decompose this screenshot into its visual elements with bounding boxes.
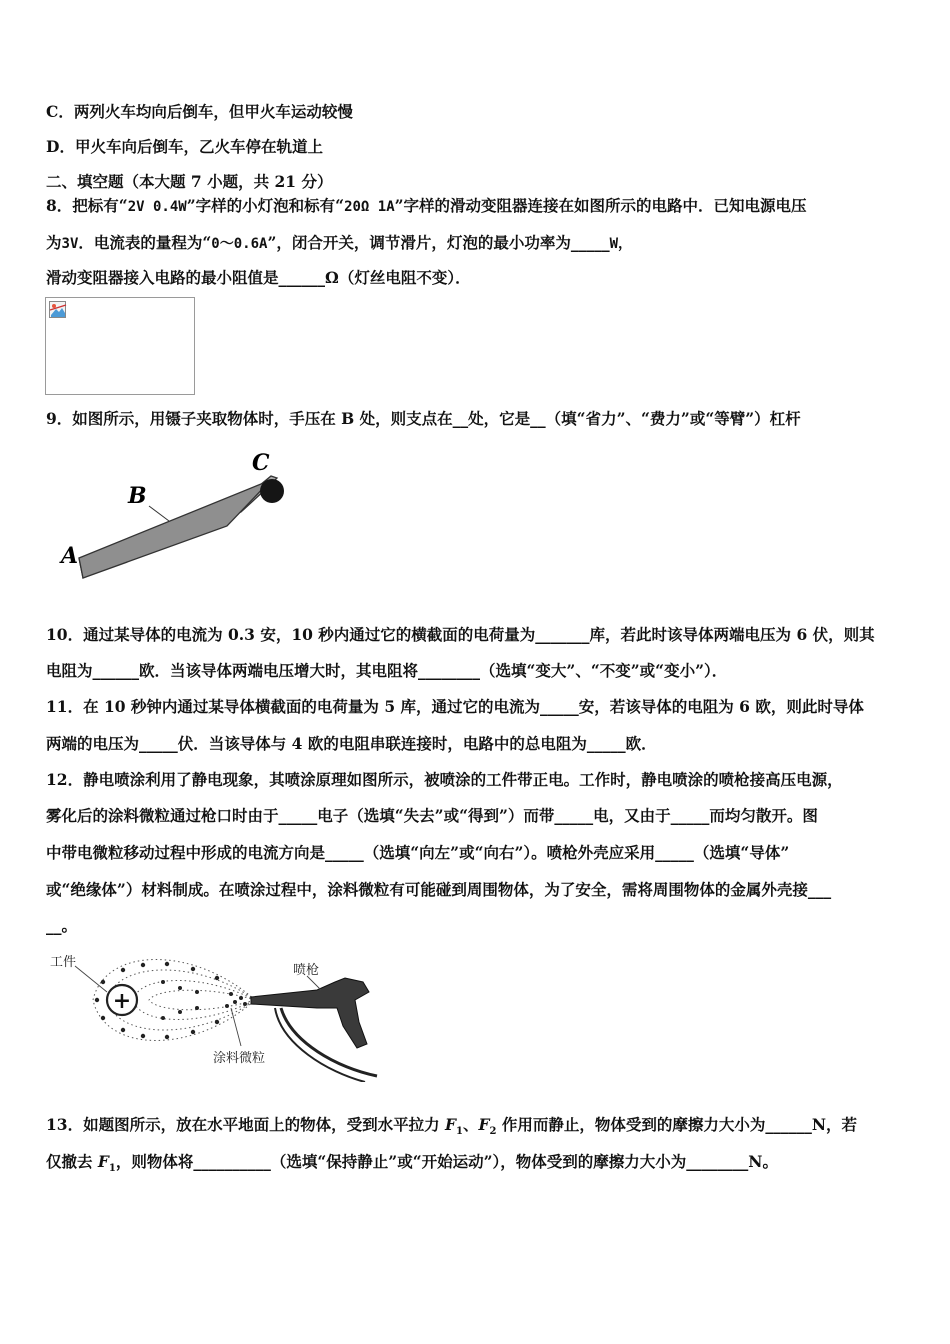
question-12-line-2: 雾化后的涂料微粒通过枪口时由于_____电子（选填“失去”或“得到”）而带_____电，又由于_____而均匀散开。图: [46, 806, 818, 825]
held-object: [260, 479, 284, 503]
point-b-label: B: [128, 483, 147, 509]
question-11-line-2: 两端的电压为_____伏．当该导体与 4 欧的电阻串联连接时，电路中的总电阻为_____欧．: [46, 734, 657, 753]
question-12-line-5: __。: [46, 916, 78, 935]
question-8-line-1: 8．把标有“2V 0.4W”字样的小灯泡和标有“20Ω 1A”字样的滑动变阻器连接在如图所示的电路中．已知电源电压: [46, 196, 807, 215]
gun-pointer: [307, 976, 321, 990]
gun-label: 喷枪: [293, 963, 320, 978]
spray-gun: [251, 978, 369, 1048]
question-13-line-1: 13．如题图所示，放在水平地面上的物体，受到水平拉力 $F_1$、$F_2$ 作用而静止，物体受到的摩擦力大小为______N，若: [46, 1115, 858, 1138]
option-d: D．甲火车向后倒车，乙火车停在轨道上: [46, 137, 323, 156]
point-b-pointer: [149, 506, 169, 521]
spray-gun-figure: [45, 952, 390, 1082]
point-a-label: A: [61, 543, 79, 569]
question-12-line-1: 12．静电喷涂利用了静电现象，其喷涂原理如图所示，被喷涂的工件带正电。工作时，静电喷涂的喷枪接高压电源，: [46, 770, 843, 789]
question-13-line-2: 仅撤去 $F_1$，则物体将__________（选填“保持静止”或“开始运动”），物体受到的摩擦力大小为________N。: [46, 1152, 778, 1175]
positive-charge-sign: +: [112, 988, 132, 1014]
question-10-line-1: 10．通过某导体的电流为 0.3 安，10 秒内通过它的横截面的电荷量为_______库，若此时该导体两端电压为 6 伏，则其: [46, 625, 875, 644]
particles-pointer: [231, 1008, 241, 1046]
workpiece-pointer: [75, 966, 107, 992]
circuit-image-placeholder: [45, 297, 195, 395]
option-c: C．两列火车均向后倒车，但甲火车运动较慢: [46, 102, 353, 121]
section-heading: 二、填空题（本大题 7 小题，共 21 分）: [46, 172, 333, 191]
question-11-line-1: 11．在 10 秒钟内通过某导体横截面的电荷量为 5 库，通过它的电流为_____安，若该导体的电阻为 6 欧，则此时导体: [46, 697, 864, 716]
point-c-label: C: [252, 450, 270, 476]
workpiece-label: 工件: [50, 955, 77, 970]
broken-image-icon: [49, 301, 67, 319]
tweezers-figure: [55, 448, 295, 596]
question-10-line-2: 电阻为______欧．当该导体两端电压增大时，其电阻将________（选填“变大”、“不变”或“变小”）．: [46, 661, 728, 680]
question-9-text: 9．如图所示，用镊子夹取物体时，手压在 B 处，则支点在__处，它是__（填“省力”、“费力”或“等臂”）杠杆: [46, 409, 801, 428]
question-8-line-3: 滑动变阻器接入电路的最小阻值是______Ω（灯丝电阻不变）．: [46, 268, 471, 287]
question-12-line-4: 或“绝缘体”）材料制成。在喷涂过程中，涂料微粒有可能碰到周围物体，为了安全，需将周围物体的金属外壳接___: [46, 880, 832, 899]
tweezers-upper-arm: [79, 482, 269, 578]
particles-label: 涂料微粒: [213, 1051, 266, 1066]
question-8-line-2: 为3V．电流表的量程为“0～0.6A”，闭合开关，调节滑片，灯泡的最小功率为_____W，: [46, 233, 633, 252]
question-12-line-3: 中带电微粒移动过程中形成的电流方向是_____（选填“向左”或“向右”）。喷枪外壳应采用_____（选填“导体”: [46, 843, 790, 862]
